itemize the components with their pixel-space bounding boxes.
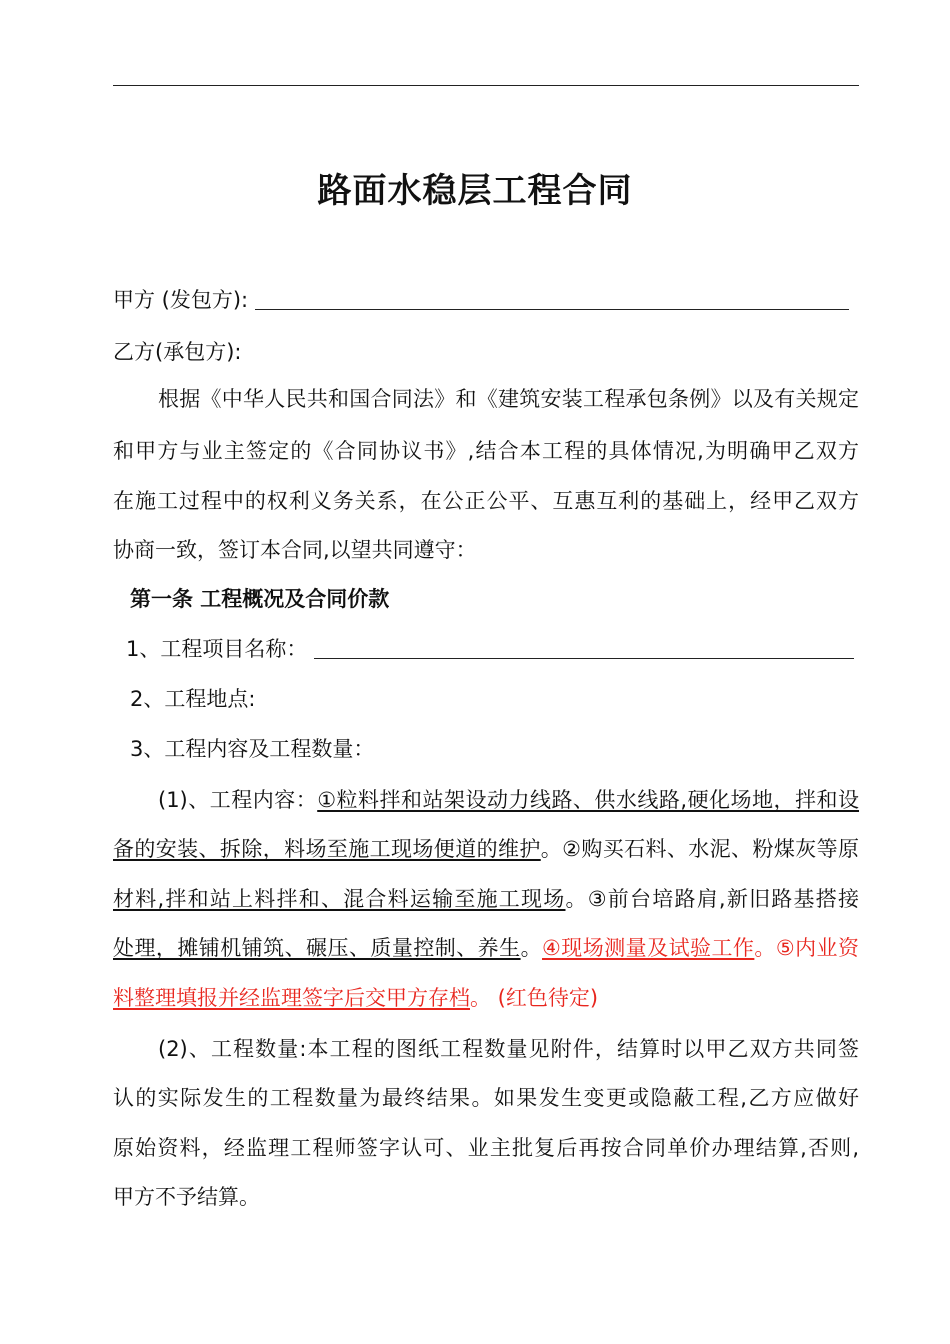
content-text-2b: 。②购买石料、水泥、粉煤灰等原 — [540, 837, 859, 861]
party-b-label: 乙方(承包方): — [113, 340, 242, 364]
content-line-2 — [113, 834, 859, 864]
project-name-blank[interactable] — [314, 636, 854, 659]
content-text-4d-red: 。⑤内业资 — [754, 936, 860, 960]
article-1-heading: 第一条 工程概况及合同价款 — [130, 587, 390, 611]
document-title: 路面水稳层工程合同 — [317, 171, 633, 211]
item-3-label: 3、工程内容及工程数量： — [130, 737, 375, 761]
content-text-4c-red: ④现场测量及试验工作 — [542, 936, 755, 960]
content-line-1 — [113, 785, 859, 815]
content-line-4 — [113, 933, 859, 963]
quantity-line-3: 原始资料，经监理工程师签字认可、业主批复后再按合同单价办理结算,否则, — [113, 1136, 859, 1160]
item-1-label: 1、工程项目名称： — [126, 637, 308, 661]
content-text-3a: 材料,拌和站上料拌和、混合料运输至施工现场 — [113, 887, 566, 911]
quantity-line-4: 甲方不予结算。 — [113, 1185, 260, 1209]
content-text-2a: 备的安装、拆除，料场至施工现场便道的维护 — [113, 837, 541, 861]
item-2-label: 2、工程地点: — [130, 687, 256, 711]
intro-line-1: 根据《中华人民共和国合同法》和《建筑安装工程承包条例》以及有关规定 — [158, 387, 859, 411]
quantity-line-2: 认的实际发生的工程数量为最终结果。如果发生变更或隐蔽工程,乙方应做好 — [113, 1086, 859, 1110]
party-a-blank[interactable] — [255, 287, 849, 310]
content-text-5a-red: 料整理填报并经监理签字后交甲方存档 — [113, 986, 470, 1010]
content-text-5b-red: 。 (红色待定) — [470, 986, 599, 1010]
content-prefix: (1)、工程内容： — [158, 788, 318, 812]
item-1-line — [126, 634, 859, 664]
content-text-4b: 。 — [520, 936, 543, 960]
intro-line-4: 协商一致，签订本合同,以望共同遵守： — [113, 538, 477, 562]
content-line-5 — [113, 983, 859, 1013]
quantity-line-1: (2)、工程数量:本工程的图纸工程数量见附件，结算时以甲乙双方共同签 — [158, 1037, 859, 1061]
content-text-4a: 处理，摊铺机铺筑、碾压、质量控制、养生 — [113, 936, 521, 960]
party-a-label: 甲方 (发包方): — [113, 288, 249, 312]
party-a-line — [113, 285, 859, 315]
intro-line-2: 和甲方与业主签定的《合同协议书》,结合本工程的具体情况,为明确甲乙双方 — [113, 439, 859, 463]
content-line-3 — [113, 884, 859, 914]
intro-line-3: 在施工过程中的权利义务关系，在公正公平、互惠互利的基础上，经甲乙双方 — [113, 489, 859, 513]
content-text-1: ①粒料拌和站架设动力线路、供水线路,硬化场地，拌和设 — [317, 788, 860, 812]
header-rule — [113, 85, 859, 86]
content-text-3b: 。③前台培路肩,新旧路基搭接 — [565, 887, 859, 911]
